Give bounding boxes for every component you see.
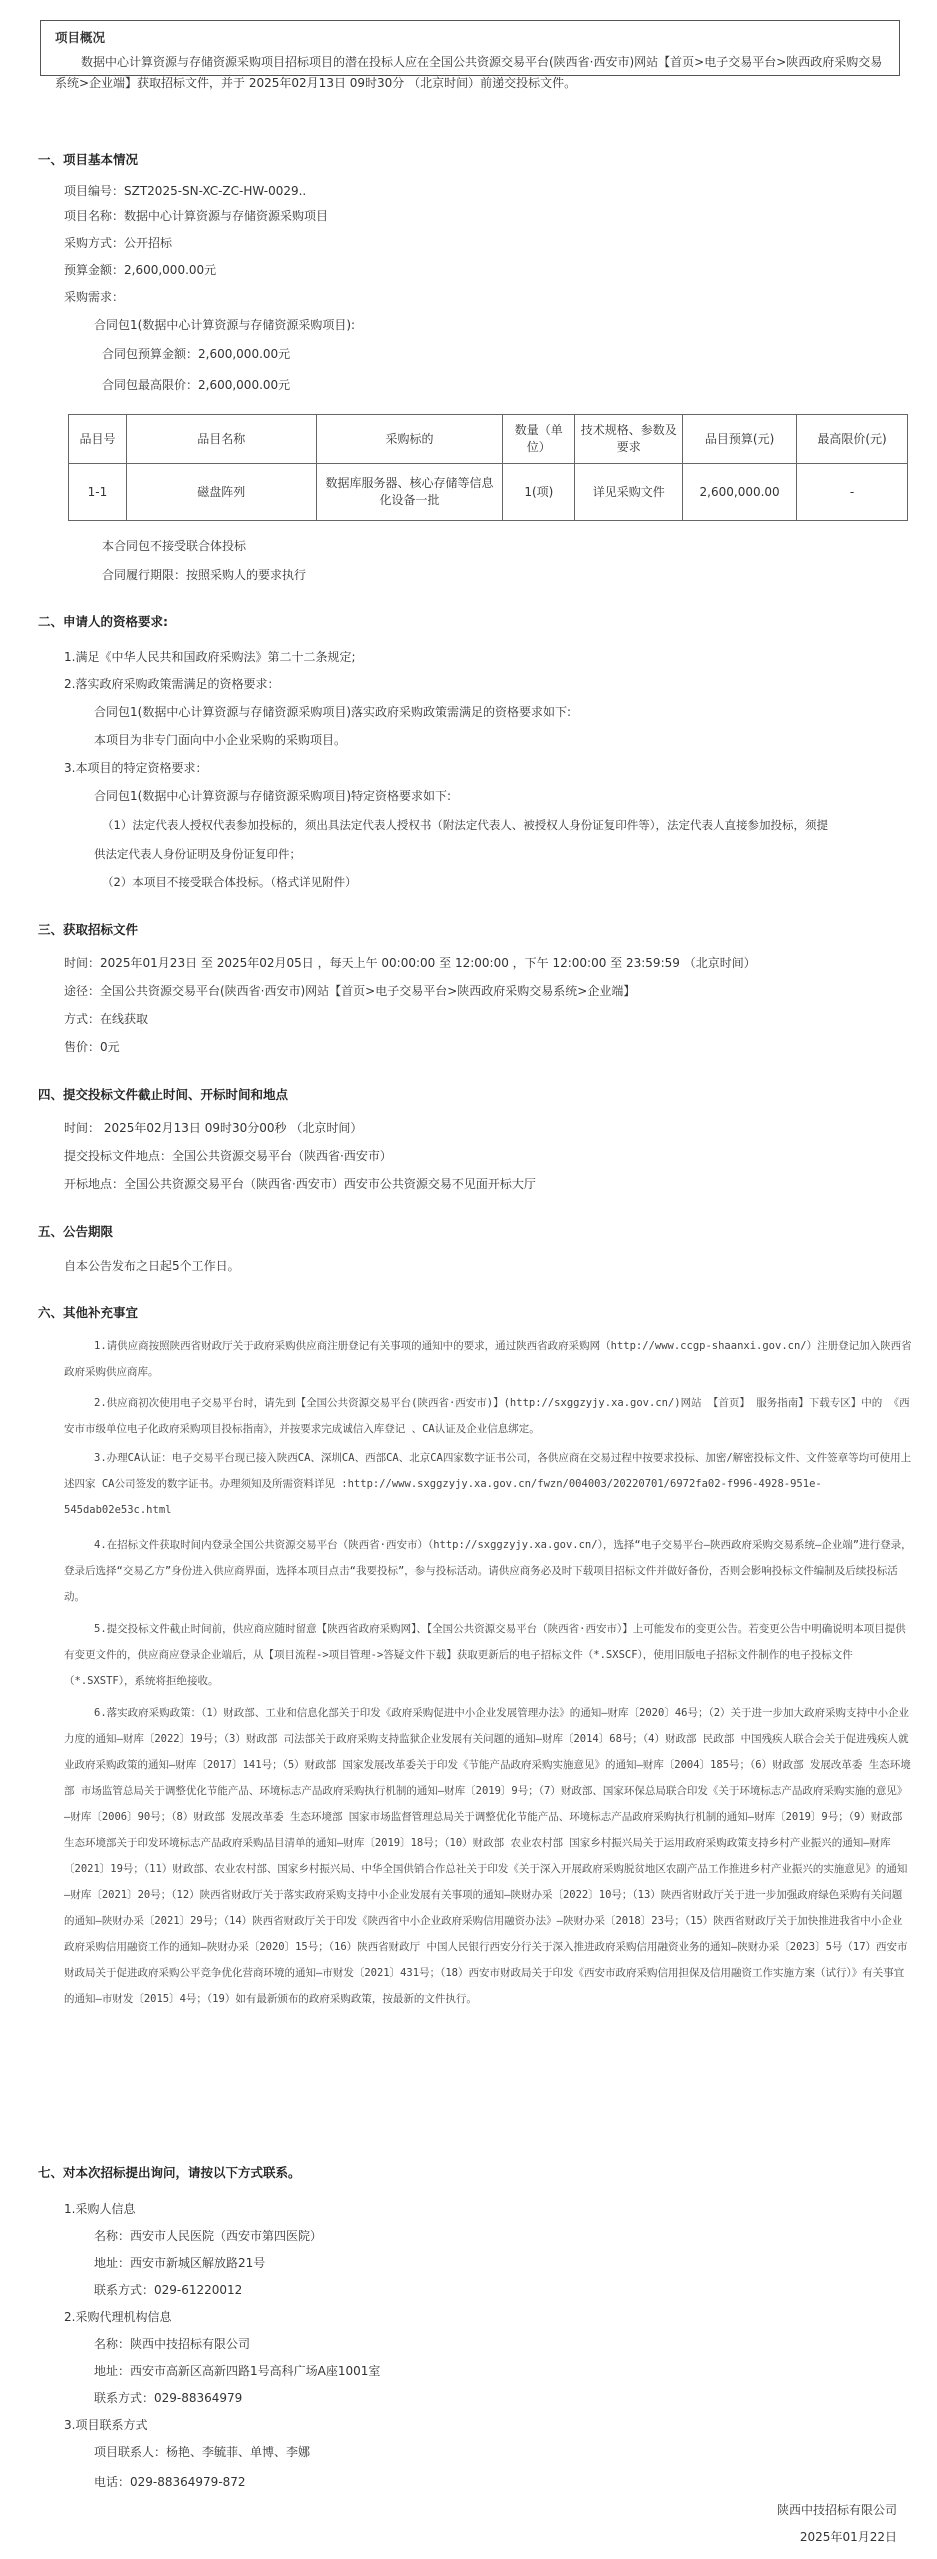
package-max-price: 合同包最高限价：2,600,000.00元 bbox=[102, 378, 291, 392]
overview-body: 数据中心计算资源与存储资源采购项目招标项目的潜在投标人应在全国公共资源交易平台(陕西省·西安市)网站【首页>电子交易平台>陕西政府采购交易系统>企业端】获取招标文件，并于 2025年02月13日 09时30分 （北京时间）前递交投标文件。 bbox=[55, 55, 883, 90]
project-number: 项目编号：SZT2025-SN-XC-ZC-HW-0029.. bbox=[64, 184, 307, 198]
supplement-3: 3.办理CA认证：电子交易平台现已接入陕西CA、深圳CA、西部CA、北京CA四家数字证书公司，各供应商在交易过程中按要求投标、加密/解密投标文件、文件签章等均可使用上述四家 CA公司签发的数字证书。办理须知及所需资料详见 :http://www.sxggzyjy.xa.gov.cn/fwzn/004003/20220701/6972fa02-f996-4928-951e-545dab02e53c.html bbox=[64, 1452, 912, 1516]
cell-target: 数据库服务器、核心存储等信息化设备一批 bbox=[316, 464, 503, 521]
acquire-time: 时间：2025年01月23日 至 2025年02月05日 ，每天上午 00:00:00 至 12:00:00 ，下午 12:00:00 至 23:59:59 （北京时间） bbox=[64, 956, 756, 970]
qualification-1: 1.满足《中华人民共和国政府采购法》第二十二条规定; bbox=[64, 650, 356, 664]
cell-item-name: 磁盘阵列 bbox=[126, 464, 316, 521]
qualification-3: 3.本项目的特定资格要求： bbox=[64, 761, 208, 775]
procurement-method: 采购方式：公开招标 bbox=[64, 236, 173, 250]
qualification-2-note: 本项目为非专门面向中小企业采购的采购项目。 bbox=[94, 733, 347, 747]
deadline-time: 时间： 2025年02月13日 09时30分00秒 （北京时间） bbox=[64, 1121, 363, 1135]
buyer-info-title: 1.采购人信息 bbox=[64, 2202, 136, 2216]
section-2-heading: 二、申请人的资格要求: bbox=[38, 614, 168, 629]
supplement-4: 4.在招标文件获取时间内登录全国公共资源交易平台（陕西省·西安市）（http://sxggzyjy.xa.gov.cn/），选择“电子交易平台—陕西政府采购交易系统—企业端”进行登录，登录后选择“交易乙方”身份进入供应商界面，选择本项目点击“我要投标”，参与投标活动。请供应商务必及时下载项目招标文件并做好备份，否则会影响投标文件编制及后续投标活动。 bbox=[64, 1539, 912, 1603]
table-header-row bbox=[69, 415, 908, 464]
section-7-heading: 七、对本次招标提出询问，请按以下方式联系。 bbox=[38, 2165, 301, 2180]
procurement-demand: 采购需求： bbox=[64, 290, 125, 304]
signature-company: 陕西中技招标有限公司 bbox=[776, 2503, 897, 2517]
supplement-5: 5.提交投标文件截止时间前，供应商应随时留意【陕西省政府采购网】、【全国公共资源交易平台（陕西省·西安市）】上可能发布的变更公告。若变更公告中明确说明本项目提供有变更文件的，供应商应登录企业端后，从【项目流程->项目管理->答疑文件下载】获取更新后的电子招标文件（*.SXSCF），使用旧版电子招标文件制作的电子投标文件（*.SXSTF），系统将拒绝接收。 bbox=[64, 1623, 906, 1687]
document-price: 售价：0元 bbox=[64, 1040, 120, 1054]
section-1-heading: 一、项目基本情况 bbox=[38, 152, 139, 167]
cell-item-no: 1-1 bbox=[69, 464, 127, 521]
buyer-address: 地址：西安市新城区解放路21号 bbox=[94, 2256, 266, 2270]
qualification-3-detail: 合同包1(数据中心计算资源与存储资源采购项目)特定资格要求如下: bbox=[94, 789, 452, 803]
qualification-3-item-2: （2）本项目不接受联合体投标。（格式详见附件） bbox=[102, 875, 357, 889]
submit-location: 提交投标文件地点：全国公共资源交易平台（陕西省·西安市） bbox=[64, 1149, 392, 1163]
section-5-heading: 五、公告期限 bbox=[38, 1224, 114, 1239]
cell-budget: 2,600,000.00 bbox=[683, 464, 797, 521]
project-name: 项目名称：数据中心计算资源与存储资源采购项目 bbox=[64, 209, 329, 223]
agency-name: 名称：陕西中技招标有限公司 bbox=[94, 2337, 251, 2351]
section-6-heading: 六、其他补充事宜 bbox=[38, 1305, 139, 1320]
supplement-6: 6.落实政府采购政策：（1）财政部、工业和信息化部关于印发《政府采购促进中小企业发展管理办法》的通知—财库〔2020〕46号；（2）关于进一步加大政府采购支持中小企业力度的通知—财库〔2022〕19号；（3）财政部 司法部关于政府采购支持监狱企业发展有关问题的通知—财库〔2014〕68号；（4）财政部 民政部 中国残疾人联合会关于促进残疾人就业政府采购政策的通知—财库〔2017〕141号；（5）财政部 国家发展改革委关于印发《节能产品政府采购实施意见》的通知—财库〔2004〕185号；（6）财政部 发展改革委 生态环境部 市场监管总局关于调整优化节能产品、环境标志产品政府采购执行机制的通知—财库〔2019〕9号；（7）财政部、国家环保总局联合印发《关于环境标志产品政府采购实施的意见》—财库〔2006〕90号；（8）财政部 发展改革委 生态环境部 国家市场监督管理总局关于调整优化节能产品、环境标志产品政府采购执行机制的通知—财库〔2019〕9号；（9）财政部 生态环境部关于印发环境标志产品政府采购品目清单的通知—财库〔2019〕18号；（10）财政部 农业农村部 国家乡村振兴局关于运用政府采购政策支持乡村产业振兴的通知—财库〔2021〕19号；（11）财政部、农业农村部、国家乡村振兴局、中华全国供销合作总社关于印发《关于深入开展政府采购脱贫地区农副产品工作推进乡村产业振兴的实施意见》的通知—财库〔2021〕20号；（12）陕西省财政厅关于落实政府采购支持中小企业发展有关事项的通知—陕财办采〔2022〕10号；（13）陕西省财政厅关于进一步加强政府绿色采购有关问题的通知—陕财办采〔2021〕29号；（14）陕西省财政厅关于印发《陕西省中小企业政府采购信用融资办法》—陕财办采〔2018〕23号；（15）陕西省财政厅关于加快推进我省中小企业政府采购信用融资工作的通知—陕财办采〔2020〕15号；（16）陕西省财政厅 中国人民银行西安分行关于深入推进政府采购信用融资业务的通知—陕财办采〔2023〕5号（17）西安市财政局关于促进政府采购公平竞争优化营商环境的通知—市财发〔2021〕431号；（18）西安市财政局关于印发《西安市政府采购信用担保及信用融资工作实施方案（试行）》有关事宜的通知—市财发〔2015〕4号；（19）如有最新颁布的政府采购政策，按最新的文件执行。 bbox=[64, 1707, 911, 2005]
project-overview-box bbox=[40, 20, 900, 90]
col-spec: 技术规格、参数及要求 bbox=[575, 415, 683, 464]
col-item-no: 品目号 bbox=[69, 415, 127, 464]
items-table bbox=[68, 414, 908, 521]
qualification-2: 2.落实政府采购政策需满足的资格要求： bbox=[64, 677, 280, 691]
agency-info-title: 2.采购代理机构信息 bbox=[64, 2310, 172, 2324]
agency-address: 地址：西安市高新区高新四路1号高科广场A座1001室 bbox=[94, 2364, 381, 2378]
contact-phone: 电话：029-88364979-872 bbox=[94, 2475, 246, 2489]
acquire-mode: 方式：在线获取 bbox=[64, 1012, 149, 1026]
contact-info-title: 3.项目联系方式 bbox=[64, 2418, 148, 2432]
qualification-2-detail: 合同包1(数据中心计算资源与存储资源采购项目)落实政府采购政策需满足的资格要求如下: bbox=[94, 705, 572, 719]
table-row bbox=[69, 464, 908, 521]
qualification-3-item-1-cont: 供法定代表人身份证明及身份证复印件； bbox=[94, 847, 301, 861]
col-item-name: 品目名称 bbox=[126, 415, 316, 464]
buyer-name: 名称：西安市人民医院（西安市第四医院） bbox=[94, 2229, 323, 2243]
section-3-heading: 三、获取招标文件 bbox=[38, 922, 139, 937]
col-budget: 品目预算(元) bbox=[683, 415, 797, 464]
acquire-way: 途径：全国公共资源交易平台(陕西省·西安市)网站【首页>电子交易平台>陕西政府采购交易系统>企业端】 bbox=[64, 984, 636, 998]
no-consortium-note: 本合同包不接受联合体投标 bbox=[102, 539, 247, 553]
opening-location: 开标地点：全国公共资源交易平台（陕西省·西安市）西安市公共资源交易不见面开标大厅 bbox=[64, 1177, 536, 1191]
buyer-phone: 联系方式：029-61220012 bbox=[94, 2283, 243, 2297]
package-budget: 合同包预算金额：2,600,000.00元 bbox=[102, 347, 291, 361]
budget-amount: 预算金额：2,600,000.00元 bbox=[64, 263, 217, 277]
supplement-2: 2.供应商初次使用电子交易平台时，请先到【全国公共资源交易平台(陕西省·西安市)】(http://sxggzyjy.xa.gov.cn/)网站 【首页】 服务指南】下载专区】中的 《西安市市级单位电子化政府采购项目投标指南》，并按要求完成诚信入库登记 、CA认证及企业信息绑定。 bbox=[64, 1397, 910, 1435]
cell-max-price: - bbox=[797, 464, 908, 521]
agency-phone: 联系方式：029-88364979 bbox=[94, 2391, 243, 2405]
section-4-heading: 四、提交投标文件截止时间、开标时间和地点 bbox=[38, 1087, 289, 1102]
signature-date: 2025年01月22日 bbox=[799, 2530, 897, 2544]
contact-people: 项目联系人：杨艳、李毓菲、单博、李娜 bbox=[94, 2445, 311, 2459]
col-target: 采购标的 bbox=[316, 415, 503, 464]
col-max-price: 最高限价(元) bbox=[797, 415, 908, 464]
contract-period: 合同履行期限：按照采购人的要求执行 bbox=[102, 568, 307, 582]
overview-title: 项目概况 bbox=[55, 30, 106, 45]
cell-spec: 详见采购文件 bbox=[575, 464, 683, 521]
package-1: 合同包1(数据中心计算资源与存储资源采购项目): bbox=[94, 318, 356, 332]
cell-quantity: 1(项) bbox=[503, 464, 575, 521]
qualification-3-item-1: （1）法定代表人授权代表参加投标的，须出具法定代表人授权书（附法定代表人、被授权人身份证复印件等），法定代表人直接参加投标，须提 bbox=[102, 818, 829, 832]
col-quantity: 数量（单位） bbox=[503, 415, 575, 464]
supplement-1: 1.请供应商按照陕西省财政厅关于政府采购供应商注册登记有关事项的通知中的要求，通过陕西省政府采购网（http://www.ccgp-shaanxi.gov.cn/）注册登记加入陕西省政府采购供应商库。 bbox=[64, 1340, 912, 1378]
notice-period: 自本公告发布之日起5个工作日。 bbox=[64, 1259, 240, 1273]
